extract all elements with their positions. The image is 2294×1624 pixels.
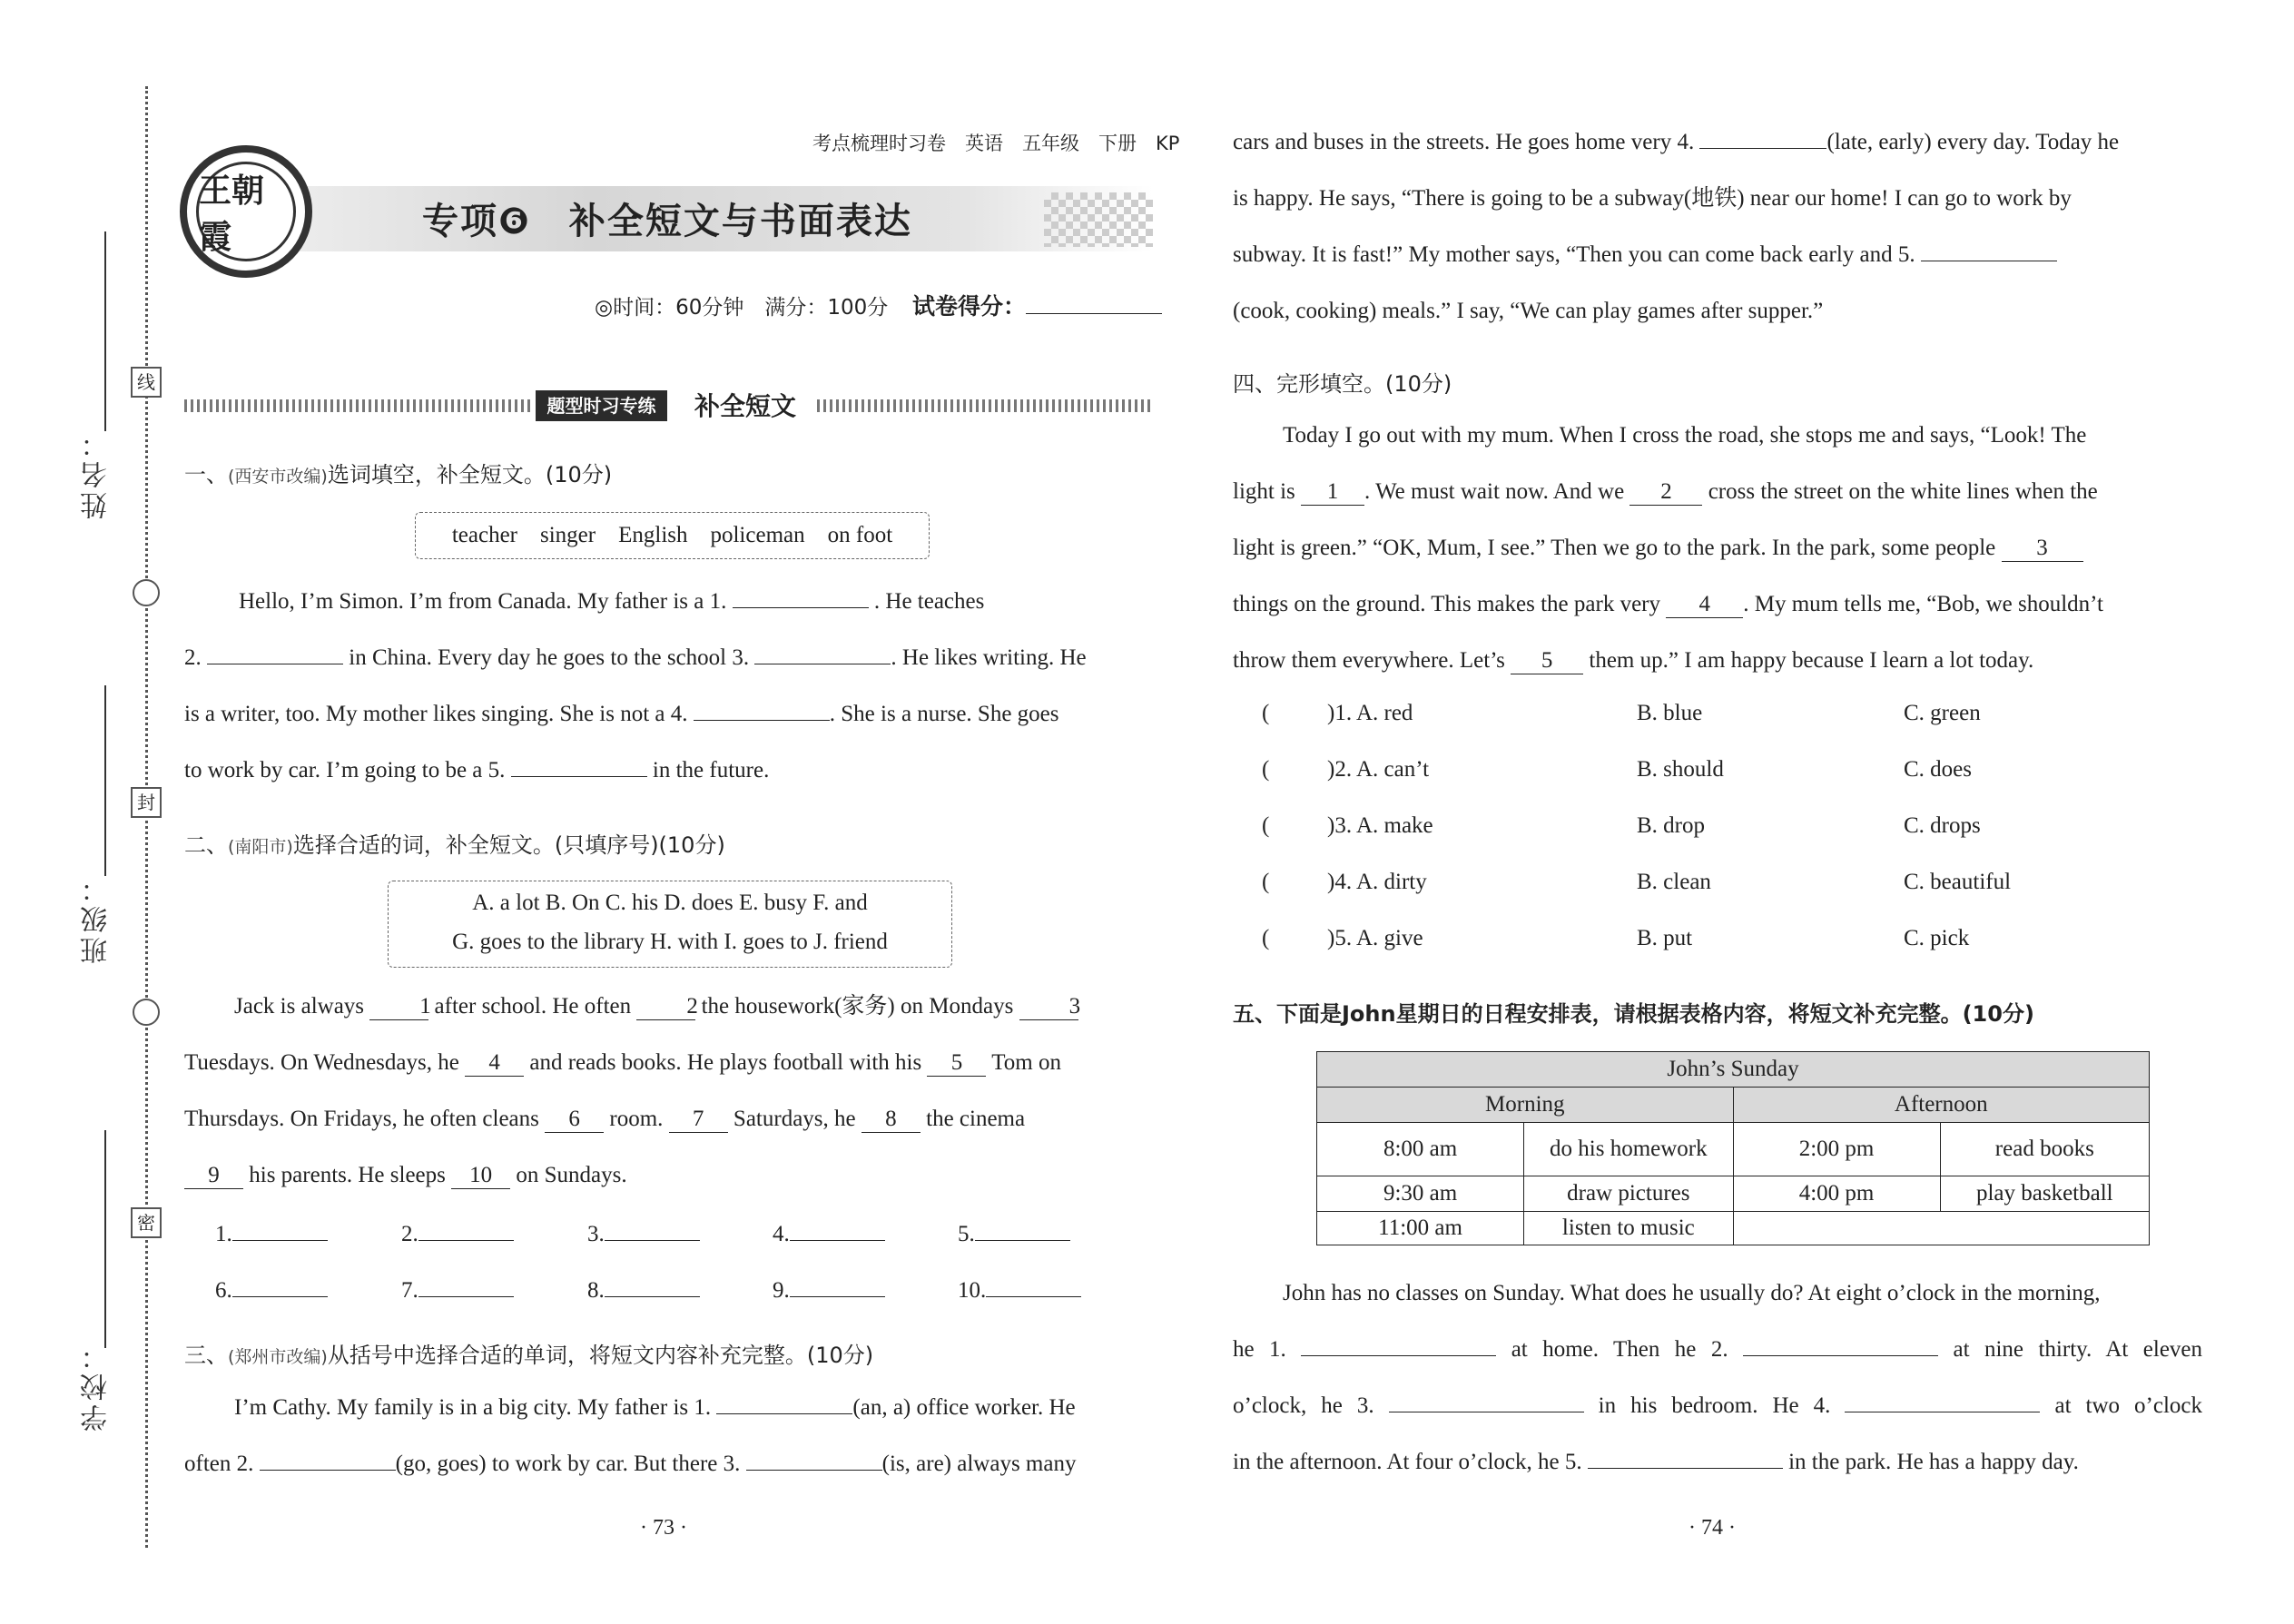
table-row: 9:30 am draw pictures 4:00 pm play basketball bbox=[1317, 1176, 2150, 1212]
seal-char-secret: 密 bbox=[131, 1207, 162, 1238]
answer-blank[interactable] bbox=[260, 1444, 396, 1471]
answer-blank[interactable] bbox=[746, 1444, 882, 1471]
table-row: 8:00 am do his homework 2:00 pm read books bbox=[1317, 1123, 2150, 1176]
numbered-blank: 5 bbox=[927, 1050, 986, 1077]
answer-blank[interactable] bbox=[1588, 1442, 1783, 1469]
numbered-blank: 1 bbox=[1301, 479, 1364, 506]
option-c: C. drops bbox=[1904, 813, 1981, 838]
score-field[interactable] bbox=[912, 289, 1162, 321]
section1-passage: Hello, I’m Simon. I’m from Canada. My father is a 1. . He teaches 2. in China. Every day he goes to the school 3. . He likes writing. He is a writer, too. My mother likes singing. She is not a 4. . She is a nurse. She goes to work by car. I’m going to be a 5. in the future. bbox=[184, 574, 1154, 799]
page-title: 专项❻ 补全短文与书面表达 bbox=[422, 201, 912, 242]
section2-passage: Jack is always 1 after school. He often 2 the housework(家务) on Mondays 3 Tuesdays. On Wednesdays, he 4 and reads books. He plays football with his 5 Tom on Thursdays. On Fridays, he often cleans 6 room. 7 Saturdays, he 8 the cinema 9 his parents. He sleeps 10 on Sundays. bbox=[184, 994, 1081, 1187]
section3-passage-right: cars and buses in the streets. He goes home very 4. (late, early) every day. Today he is happy. He says, “There is going to be a subway(地铁) near our home! I can go to work by subway. It is fast!” My mother says, “Then you can come back early and 5. (cook, cooking) meals.” I say, “We can play games after supper.” bbox=[1233, 114, 2202, 340]
answer-item[interactable]: 1. bbox=[215, 1215, 328, 1247]
header-meta: 考点梳理时习卷 英语 五年级 下册 KP bbox=[812, 133, 1180, 154]
seal-char-line: 线 bbox=[131, 367, 162, 398]
answer-blank[interactable] bbox=[694, 694, 830, 721]
divider-dashes bbox=[817, 399, 1153, 412]
option-c: C. green bbox=[1904, 701, 1981, 725]
section5-heading: 五、下面是John星期日的日程安排表，请根据表格内容，将短文补充完整。(10分) bbox=[1233, 1001, 2034, 1027]
question-5: )5. A. give bbox=[1327, 926, 1423, 950]
question-3: )3. A. make bbox=[1327, 813, 1433, 838]
table-row: 11:00 am listen to music bbox=[1317, 1212, 2150, 1245]
answer-blank[interactable] bbox=[1699, 123, 1826, 149]
binding-strip bbox=[0, 0, 172, 1624]
answer-blank[interactable] bbox=[1743, 1330, 1938, 1356]
choice-paren[interactable]: ( bbox=[1262, 870, 1270, 894]
option-b: B. put bbox=[1637, 926, 1693, 950]
seal-circle-icon bbox=[133, 579, 160, 606]
seal-circle-icon bbox=[133, 999, 160, 1026]
page-number-left: · 73 · bbox=[640, 1516, 687, 1540]
answer-item[interactable]: 5. bbox=[958, 1215, 1070, 1247]
answer-blank[interactable] bbox=[1389, 1386, 1584, 1412]
option-c: C. pick bbox=[1904, 926, 1970, 950]
section2-heading: 二、(南阳市)选择合适的词，补全短文。(只填序号)(10分) bbox=[184, 832, 725, 858]
numbered-blank: 1 bbox=[369, 994, 428, 1020]
option-b: B. should bbox=[1637, 757, 1724, 782]
checker-pattern bbox=[1044, 192, 1153, 247]
answer-blank[interactable] bbox=[754, 638, 891, 664]
score-label: 试卷得分： bbox=[912, 293, 1027, 320]
afternoon-header: Afternoon bbox=[1733, 1088, 2149, 1123]
answer-item[interactable]: 3. bbox=[587, 1215, 700, 1247]
morning-header: Morning bbox=[1317, 1088, 1734, 1123]
class-label: 班级： bbox=[81, 871, 113, 964]
section3-passage-left: I’m Cathy. My family is in a big city. My father is 1. (an, a) office worker. He often 2. (go, goes) to work by car. But there 3. (is, are) always many bbox=[184, 1380, 1154, 1492]
choice-paren[interactable]: ( bbox=[1262, 926, 1270, 950]
section-title: 补全短文 bbox=[694, 391, 797, 421]
answer-blank[interactable] bbox=[207, 638, 343, 664]
answer-item[interactable]: 8. bbox=[587, 1271, 700, 1304]
question-4: )4. A. dirty bbox=[1327, 870, 1427, 894]
page-number-right: · 74 · bbox=[1689, 1516, 1736, 1540]
seal-char-seal: 封 bbox=[131, 787, 162, 818]
school-field[interactable] bbox=[104, 1130, 106, 1348]
numbered-blank: 4 bbox=[465, 1050, 524, 1077]
class-field[interactable] bbox=[104, 685, 106, 876]
section5-passage: John has no classes on Sunday. What does he usually do? At eight o’clock in the morning, he 1. at home. Then he 2. at nine thirty. At eleven o’clock, he 3. in his bedroom. He 4. at two o’clock in the afternoon. At four o’clock, he 5. in the park. He has a happy day. bbox=[1233, 1281, 2203, 1474]
answer-item[interactable]: 7. bbox=[401, 1271, 514, 1304]
divider-dashes bbox=[184, 399, 534, 412]
answer-blank[interactable] bbox=[511, 751, 647, 777]
word-bank: teacher singer English policeman on foot bbox=[415, 512, 930, 559]
numbered-blank: 10 bbox=[451, 1163, 510, 1189]
section-tag: 题型时习专练 bbox=[536, 390, 667, 421]
answer-blank[interactable] bbox=[716, 1388, 852, 1414]
numbered-blank: 3 bbox=[1019, 994, 1078, 1020]
school-label: 学校： bbox=[81, 1339, 113, 1432]
numbered-blank: 4 bbox=[1666, 592, 1743, 618]
answer-item[interactable]: 6. bbox=[215, 1271, 328, 1304]
answer-item[interactable]: 4. bbox=[773, 1215, 885, 1247]
section3-heading: 三、(郑州市改编)从括号中选择合适的单词，将短文内容补充完整。(10分) bbox=[184, 1343, 874, 1368]
numbered-blank: 2 bbox=[636, 994, 695, 1020]
question-2: )2. A. can’t bbox=[1327, 757, 1430, 782]
option-c: C. beautiful bbox=[1904, 870, 2012, 894]
schedule-table bbox=[1316, 1051, 2150, 1245]
answer-blank[interactable] bbox=[1845, 1386, 2040, 1412]
answer-blank[interactable] bbox=[733, 582, 869, 608]
numbered-blank: 2 bbox=[1629, 479, 1702, 506]
name-field[interactable] bbox=[104, 231, 106, 431]
choice-paren[interactable]: ( bbox=[1262, 813, 1270, 838]
question-1: )1. A. red bbox=[1327, 701, 1413, 725]
answer-item[interactable]: 2. bbox=[401, 1215, 514, 1247]
table-title: John’s Sunday bbox=[1317, 1052, 2150, 1088]
option-b: B. drop bbox=[1637, 813, 1705, 838]
numbered-blank: 6 bbox=[545, 1107, 604, 1133]
option-b: B. blue bbox=[1637, 701, 1703, 725]
option-bank: A. a lot B. On C. his D. does E. busy F. and G. goes to the library H. with I. goes to J. friend bbox=[388, 881, 952, 968]
option-c: C. does bbox=[1904, 757, 1972, 782]
numbered-blank: 9 bbox=[184, 1163, 243, 1189]
option-b: B. clean bbox=[1637, 870, 1711, 894]
numbered-blank: 7 bbox=[669, 1107, 728, 1133]
numbered-blank: 3 bbox=[2002, 536, 2083, 562]
answer-blank[interactable] bbox=[1301, 1330, 1496, 1356]
time-info: ◎时间：60分钟 满分：100分 bbox=[595, 296, 889, 320]
section1-heading: 一、(西安市改编)选词填空，补全短文。(10分) bbox=[184, 462, 613, 487]
logo-text: 王朝霞 bbox=[196, 162, 296, 261]
choice-paren[interactable]: ( bbox=[1262, 757, 1270, 782]
name-label: 姓名： bbox=[81, 427, 113, 519]
brand-logo bbox=[180, 145, 312, 278]
numbered-blank: 5 bbox=[1511, 648, 1583, 674]
answer-blank[interactable] bbox=[1921, 235, 2057, 261]
answer-item[interactable]: 9. bbox=[773, 1271, 885, 1304]
answer-item[interactable]: 10. bbox=[958, 1271, 1081, 1304]
numbered-blank: 8 bbox=[861, 1107, 921, 1133]
section4-heading: 四、完形填空。(10分) bbox=[1233, 371, 1452, 397]
choice-paren[interactable]: ( bbox=[1262, 701, 1270, 725]
section4-passage: Today I go out with my mum. When I cross the road, she stops me and says, “Look! The light is 1 . We must wait now. And we 2 cross the street on the white lines when the light is green.” “OK, Mum, I see.” Then we go to the park. In the park, some people 3 things on the ground. This makes the park very 4 . My mum tells me, “Bob, we shouldn’t throw them everywhere. Let’s 5 them up.” I am happy because I learn a lot today. bbox=[1233, 423, 2103, 673]
